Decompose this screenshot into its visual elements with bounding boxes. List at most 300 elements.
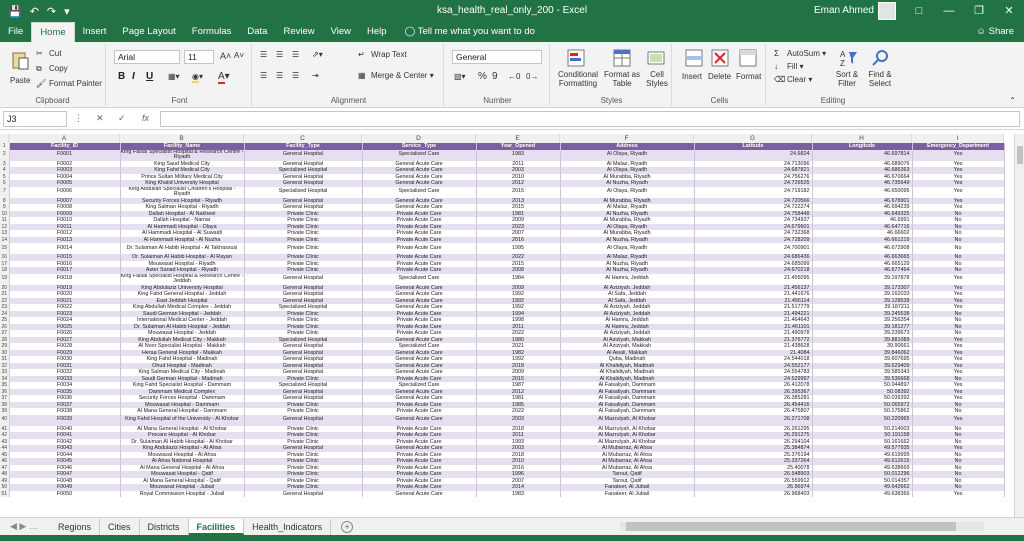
cell[interactable]: 2008 [476, 267, 560, 274]
add-sheet-icon[interactable]: + [341, 521, 353, 533]
cell[interactable]: Private Acute Care [362, 432, 476, 439]
row-number[interactable]: 44 [1, 445, 8, 451]
cell[interactable]: F0046 [9, 465, 120, 472]
cell[interactable]: Al Hammadi Hospital - Al Suwaidi [120, 230, 244, 237]
cell[interactable]: Al Murabba, Riyadh [560, 198, 694, 205]
cell[interactable]: Procare Hospital - Al Khobar [120, 432, 244, 439]
cell[interactable]: No [912, 217, 1004, 224]
cell[interactable]: 46.678901 [812, 198, 912, 205]
cell[interactable]: 24.722274 [694, 204, 812, 211]
cell[interactable]: No [912, 317, 1004, 324]
cell[interactable]: F0015 [9, 254, 120, 261]
row-number[interactable]: 47 [1, 464, 8, 471]
cell[interactable]: Al Hamra, Jeddah [560, 324, 694, 331]
cell[interactable]: Yes [912, 274, 1004, 285]
tell-me-search[interactable]: ◯ Tell me what you want to do [404, 26, 535, 37]
cell[interactable]: Private Clinic [244, 317, 362, 324]
row-number[interactable]: 20 [1, 284, 8, 291]
cell[interactable]: King Fahd General Hospital - Jeddah [120, 291, 244, 298]
cell[interactable]: 2015 [476, 204, 560, 211]
cell[interactable]: General Hospital [244, 491, 362, 498]
cell[interactable]: Yes [912, 356, 1004, 363]
cell[interactable]: 24.544018 [694, 356, 812, 363]
cell[interactable]: 26.454416 [694, 402, 812, 409]
cell[interactable]: Private Clinic [244, 311, 362, 318]
cell[interactable]: General Acute Care [362, 161, 476, 168]
cell[interactable]: 46.650095 [812, 187, 912, 198]
cell[interactable]: 24.554783 [694, 369, 812, 376]
row-number[interactable]: 9 [0, 204, 9, 211]
autosum-button[interactable]: Σ AutoSum ▾ [774, 49, 827, 59]
cell[interactable]: F0013 [9, 237, 120, 244]
cell[interactable]: Dr. Sulaiman Al Habib Hospital - Al Takhassusi [120, 243, 244, 254]
cell[interactable]: F0035 [9, 389, 120, 396]
cell[interactable]: Al Aziziyah, Jeddah [560, 304, 694, 311]
cell[interactable]: F0009 [9, 211, 120, 218]
cell[interactable]: Mouwasat Hospital - Al Ahsa [120, 452, 244, 459]
table-row[interactable] [0, 150, 1004, 161]
cell[interactable]: Saudi German Hospital - Jeddah [120, 311, 244, 318]
cell[interactable]: 25.384874 [694, 445, 812, 452]
cell[interactable]: Al Mubarraz, Al Ahsa [560, 465, 694, 472]
cell[interactable]: 2011 [476, 161, 560, 168]
tab-view[interactable]: View [330, 26, 352, 37]
cell[interactable]: No [912, 330, 1004, 337]
cell[interactable]: 25.376194 [694, 452, 812, 459]
row-number[interactable]: 28 [1, 336, 8, 343]
cell[interactable]: General Acute Care [362, 415, 476, 426]
column-title-cell[interactable]: Facility_Name [120, 143, 244, 150]
sheet-tab-facilities[interactable]: Facilities [189, 519, 245, 535]
cell[interactable]: King Faisal Specialist Hospital & Research Centre - Jeddah [120, 273, 244, 284]
cell[interactable]: 26.412078 [694, 382, 812, 389]
cell[interactable]: F0036 [9, 395, 120, 402]
cell[interactable]: Dallah Hospital - Namar [120, 217, 244, 224]
cell[interactable]: Al Olaya, Riyadh [560, 167, 694, 174]
cell[interactable]: F0017 [9, 267, 120, 274]
cell[interactable]: General Acute Care [362, 285, 476, 292]
shrink-font-button[interactable]: A˅ [234, 51, 245, 60]
cell[interactable]: No [912, 237, 1004, 244]
cell[interactable]: 21.456137 [694, 285, 812, 292]
cell[interactable]: Private Acute Care [362, 230, 476, 237]
column-title-cell[interactable]: Latitude [694, 143, 812, 150]
cell[interactable]: Al Mubarraz, Al Ahsa [560, 458, 694, 465]
cell[interactable]: King Saud Medical City [120, 161, 244, 168]
column-header[interactable]: I [912, 134, 1004, 143]
table-row[interactable] [0, 415, 1004, 426]
cell[interactable]: Yes [912, 382, 1004, 389]
cell[interactable]: 46.686363 [812, 167, 912, 174]
percent-button[interactable]: % [478, 71, 487, 82]
cell[interactable]: Al Nuzha, Riyadh [560, 267, 694, 274]
table-row[interactable] [0, 243, 1004, 254]
cell[interactable]: Yes [912, 415, 1004, 426]
font-size-dropdown[interactable]: 11 [184, 50, 214, 64]
cell[interactable]: 2003 [476, 415, 560, 426]
cell[interactable]: 1985 [476, 402, 560, 409]
merge-center-button[interactable]: ▦ Merge & Center ▾ [358, 71, 434, 81]
cell[interactable]: King Fahd Hospital of the University - Al Khobar [120, 415, 244, 426]
cell[interactable]: Mouwasat Hospital - Jeddah [120, 330, 244, 337]
cell[interactable]: Dr. Sulaiman Al Habib Hospital - Al Rayan [120, 254, 244, 261]
cell[interactable]: F0050 [9, 491, 120, 498]
cell[interactable]: Specialized Care [362, 343, 476, 350]
row-number[interactable]: 2 [0, 150, 9, 161]
cell[interactable]: 2010 [476, 458, 560, 465]
cell[interactable]: Private Clinic [244, 330, 362, 337]
cell[interactable]: 2015 [476, 261, 560, 268]
align-left-icon[interactable]: ☰ [260, 71, 268, 80]
cell[interactable]: F0005 [9, 180, 120, 187]
row-number[interactable]: 34 [1, 375, 8, 382]
cell[interactable]: Private Clinic [244, 408, 362, 415]
cell[interactable]: 39.585343 [812, 369, 912, 376]
cell[interactable]: 39.881089 [812, 337, 912, 344]
cell[interactable]: Al Mubarraz, Al Ahsa [560, 445, 694, 452]
number-format-dropdown[interactable]: General [452, 50, 542, 64]
row-number[interactable]: 35 [1, 382, 8, 388]
cell[interactable]: Dallah Hospital - Al Nakheel [120, 211, 244, 218]
cell[interactable]: 21.490978 [694, 330, 812, 337]
column-title-cell[interactable]: Longitude [812, 143, 912, 150]
cell[interactable]: General Acute Care [362, 491, 476, 498]
cell[interactable]: King Fahd Specialist Hospital - Dammam [120, 382, 244, 389]
comma-button[interactable]: 9 [492, 71, 498, 82]
cell[interactable]: Prince Sultan Military Medical City [120, 174, 244, 181]
cell[interactable]: 21.438628 [694, 343, 812, 350]
cell[interactable]: Al Malaz, Riyadh [560, 254, 694, 261]
cell[interactable]: East Jeddah Hospital [120, 298, 244, 305]
cell[interactable]: Al Awali, Makkah [560, 350, 694, 357]
row-number[interactable]: 30 [1, 349, 8, 356]
cell[interactable]: 50.191158 [812, 432, 912, 439]
row-number[interactable]: 41 [1, 425, 8, 432]
format-painter-button[interactable]: 🖌 Format Painter [36, 79, 102, 89]
minimize-icon[interactable]: — [943, 5, 955, 17]
cell[interactable]: King Abdullah Medical City - Makkah [120, 337, 244, 344]
cell[interactable]: Private Acute Care [362, 311, 476, 318]
cell[interactable]: Tarout, Qatif [560, 471, 694, 478]
cell[interactable]: Ohud Hospital - Madinah [120, 363, 244, 370]
cell[interactable]: No [912, 243, 1004, 254]
cell[interactable]: 1981 [476, 211, 560, 218]
paste-button[interactable]: Paste [10, 76, 31, 85]
cell[interactable]: 25.40078 [694, 465, 812, 472]
cell[interactable]: 24.726525 [694, 180, 812, 187]
cell[interactable]: General Hospital [244, 174, 362, 181]
cell[interactable]: 2012 [476, 389, 560, 396]
cell[interactable]: Heraa General Hospital - Makkah [120, 350, 244, 357]
cell[interactable]: 21.461101 [694, 324, 812, 331]
cell[interactable]: Al Nuzha, Riyadh [560, 211, 694, 218]
row-number[interactable]: 51 [1, 490, 8, 497]
cell[interactable]: 2009 [476, 369, 560, 376]
cell[interactable]: F0020 [9, 291, 120, 298]
cell[interactable]: 2011 [476, 324, 560, 331]
cell[interactable]: Private Clinic [244, 402, 362, 409]
column-header[interactable]: A [9, 134, 120, 143]
horizontal-scrollbar[interactable] [620, 522, 984, 531]
cell[interactable]: Yes [912, 167, 1004, 174]
cell[interactable]: F0011 [9, 224, 120, 231]
cell[interactable]: Specialized Hospital [244, 304, 362, 311]
delete-button[interactable]: Delete [708, 72, 732, 81]
cell[interactable]: 1994 [476, 311, 560, 318]
cell[interactable]: General Acute Care [362, 389, 476, 396]
cell[interactable]: 24.6824 [694, 150, 812, 161]
cell[interactable]: Al Mana General Hospital - Al Khobar [120, 426, 244, 433]
cell[interactable]: Mouwasat Hospital - Riyadh [120, 261, 244, 268]
cell[interactable]: Al Hammadi Hospital - Al Nuzha [120, 237, 244, 244]
cell[interactable]: F0038 [9, 408, 120, 415]
cell[interactable]: Yes [912, 298, 1004, 305]
undo-icon[interactable]: ↶ [29, 5, 39, 18]
cell[interactable]: Yes [912, 174, 1004, 181]
cell[interactable]: 24.713096 [694, 161, 812, 168]
cell[interactable]: General Hospital [244, 363, 362, 370]
cell[interactable]: 39.90661 [812, 343, 912, 350]
cell[interactable]: Al Mazrulyah, Al Khobar [560, 426, 694, 433]
copy-button[interactable]: ⧉ Copy [36, 64, 68, 74]
cell[interactable]: Yes [912, 291, 1004, 298]
tab-insert[interactable]: Insert [82, 26, 107, 37]
cell[interactable]: King Abdulaziz University Hospital [120, 285, 244, 292]
cell[interactable]: Aster Sanad Hospital - Riyadh [120, 267, 244, 274]
cell[interactable]: 46.689076 [812, 161, 912, 168]
cell[interactable]: 1980 [476, 337, 560, 344]
cell[interactable]: Al Ahsa National Hospital [120, 458, 244, 465]
row-number[interactable]: 4 [0, 167, 9, 174]
cell[interactable]: King Salman Medical City - Madinah [120, 369, 244, 376]
tab-page-layout[interactable]: Page Layout [122, 26, 176, 37]
cell[interactable]: 1996 [476, 471, 560, 478]
row-number[interactable]: 42 [1, 432, 8, 438]
cell[interactable]: 24.734937 [694, 217, 812, 224]
cell[interactable]: 49.612615 [812, 458, 912, 465]
align-middle-icon[interactable]: ☰ [276, 50, 284, 59]
cell[interactable]: 39.181277 [812, 324, 912, 331]
align-top-icon[interactable]: ☰ [260, 50, 268, 59]
cell[interactable]: 1992 [476, 304, 560, 311]
cell[interactable]: 2023 [476, 224, 560, 231]
cell[interactable]: Al Faisaliyah, Dammam [560, 408, 694, 415]
cell[interactable]: General Hospital [244, 274, 362, 285]
cell[interactable]: No [912, 465, 1004, 472]
cell[interactable]: 26.96974 [694, 484, 812, 491]
fill-button[interactable]: ↓ Fill ▾ [774, 62, 804, 72]
cell[interactable]: Private Clinic [244, 237, 362, 244]
cell-styles-button[interactable]: Cell Styles [646, 70, 668, 88]
cell[interactable]: Private Acute Care [362, 439, 476, 446]
formula-input[interactable] [160, 111, 1020, 127]
cell[interactable]: 46.661219 [812, 237, 912, 244]
cell[interactable]: Security Forces Hospital - Riyadh [120, 198, 244, 205]
cell[interactable]: Specialized Care [362, 382, 476, 389]
row-number[interactable]: 15 [0, 243, 9, 254]
insert-button[interactable]: Insert [682, 72, 703, 81]
cell[interactable]: Al Safa, Jeddah [560, 291, 694, 298]
close-icon[interactable]: ✕ [1004, 5, 1014, 17]
cell[interactable]: 2011 [476, 432, 560, 439]
cell[interactable]: King Salman Hospital - Riyadh [120, 204, 244, 211]
cell[interactable]: F0031 [9, 363, 120, 370]
cell[interactable]: Yes [912, 304, 1004, 311]
cell[interactable]: 26.261295 [694, 426, 812, 433]
decrease-decimal-icon[interactable]: 0→ [526, 72, 539, 81]
cell[interactable]: 2009 [476, 217, 560, 224]
cell[interactable]: 2015 [476, 376, 560, 383]
row-number[interactable]: 45 [1, 451, 8, 458]
cell[interactable]: 26.548903 [694, 471, 812, 478]
cancel-icon[interactable]: ✕ [96, 113, 104, 123]
row-number[interactable]: 11 [0, 217, 9, 224]
cell[interactable]: Al Malaz, Riyadh [560, 161, 694, 168]
cell[interactable]: General Hospital [244, 291, 362, 298]
cell[interactable]: Private Acute Care [362, 261, 476, 268]
cell[interactable]: Yes [912, 150, 1004, 161]
cell[interactable]: 39.256354 [812, 317, 912, 324]
cell[interactable]: Al Mubarraz, Al Ahsa [560, 452, 694, 459]
cell[interactable]: 2014 [476, 484, 560, 491]
cell[interactable]: 49.638669 [812, 465, 912, 472]
cell[interactable]: 24.700901 [694, 243, 812, 254]
tab-file[interactable]: File [8, 26, 24, 37]
table-row[interactable] [0, 187, 1004, 198]
cell[interactable]: 24.756276 [694, 174, 812, 181]
cell[interactable]: 49.619995 [812, 452, 912, 459]
cell[interactable]: Al Aziziyah, Jeddah [560, 311, 694, 318]
cell[interactable]: 2022 [476, 408, 560, 415]
cell[interactable]: 2018 [476, 426, 560, 433]
cell[interactable]: 50.220965 [812, 415, 912, 426]
cell[interactable]: F0041 [9, 432, 120, 439]
cell[interactable]: Mouwasat Hospital - Jubail [120, 484, 244, 491]
cell[interactable]: F0049 [9, 484, 120, 491]
cell[interactable]: 46.677464 [812, 267, 912, 274]
row-number[interactable]: 29 [1, 343, 8, 349]
column-header[interactable]: G [694, 134, 812, 143]
cell[interactable]: General Hospital [244, 356, 362, 363]
row-number[interactable]: 46 [1, 458, 8, 464]
cell[interactable]: Yes [912, 343, 1004, 350]
cell[interactable]: F0002 [9, 161, 120, 168]
cell[interactable]: Private Clinic [244, 243, 362, 254]
tab-home[interactable]: Home [31, 22, 74, 42]
paste-icon[interactable] [10, 50, 30, 70]
column-title-cell[interactable]: Facility_ID [9, 143, 120, 150]
cell[interactable]: 26.395367 [694, 389, 812, 396]
cell[interactable]: Yes [912, 285, 1004, 292]
row-number[interactable]: 43 [1, 438, 8, 445]
cell[interactable]: 1983 [476, 491, 560, 498]
row-number[interactable]: 19 [0, 274, 9, 285]
cell[interactable]: F0043 [9, 445, 120, 452]
cell[interactable]: 2003 [476, 445, 560, 452]
table-row[interactable] [0, 274, 1004, 285]
cell[interactable]: Al Mazrulyah, Al Khobar [560, 415, 694, 426]
column-header[interactable]: B [120, 134, 244, 143]
cell[interactable]: F0030 [9, 356, 120, 363]
cell[interactable]: F0022 [9, 304, 120, 311]
cell[interactable]: F0040 [9, 426, 120, 433]
cell[interactable]: 46.735649 [812, 180, 912, 187]
cell[interactable]: F0016 [9, 261, 120, 268]
cell[interactable]: Private Clinic [244, 376, 362, 383]
cell[interactable]: Al Olaya, Riyadh [560, 224, 694, 231]
row-number[interactable]: 23 [1, 304, 8, 310]
cell[interactable]: Private Acute Care [362, 217, 476, 224]
cell[interactable]: King Fahd Medical City [120, 167, 244, 174]
cell[interactable]: Private Clinic [244, 224, 362, 231]
cell[interactable]: Dr. Sulaiman Al Habib Hospital - Jeddah [120, 324, 244, 331]
save-icon[interactable]: 💾 [8, 5, 22, 18]
column-header[interactable]: E [476, 134, 560, 143]
italic-button[interactable]: I [132, 71, 135, 82]
row-number[interactable]: 16 [1, 254, 8, 260]
cell[interactable]: General Hospital [244, 350, 362, 357]
cell[interactable]: Private Clinic [244, 261, 362, 268]
row-number[interactable]: 24 [1, 310, 8, 317]
row-number[interactable]: 31 [1, 356, 8, 362]
sheet-tab-districts[interactable]: Districts [140, 519, 189, 535]
cell[interactable]: Private Clinic [244, 254, 362, 261]
cell[interactable]: Al Nuzha, Riyadh [560, 180, 694, 187]
cell[interactable]: General Acute Care [362, 198, 476, 205]
indent-icon[interactable]: ⇥ [312, 71, 319, 80]
cell[interactable]: F0007 [9, 198, 120, 205]
cell[interactable]: Specialized Care [362, 150, 476, 161]
cell[interactable]: 26.559912 [694, 478, 812, 485]
cell[interactable]: Al Aziziyah, Makkah [560, 337, 694, 344]
cell[interactable]: 50.014357 [812, 478, 912, 485]
cell[interactable]: Al Murabba, Riyadh [560, 217, 694, 224]
cell[interactable]: F0029 [9, 350, 120, 357]
cell[interactable]: Al Olaya, Riyadh [560, 150, 694, 161]
cell[interactable]: General Acute Care [362, 174, 476, 181]
cell[interactable]: Al Khalidiyah, Madinah [560, 376, 694, 383]
cell[interactable]: 21.517779 [694, 304, 812, 311]
data-table[interactable] [0, 143, 1005, 497]
cell[interactable]: 2021 [476, 343, 560, 350]
cell[interactable]: 2013 [476, 198, 560, 205]
redo-icon[interactable]: ↷ [46, 5, 57, 18]
row-number[interactable]: 6 [0, 180, 9, 187]
cell[interactable]: F0045 [9, 458, 120, 465]
cell[interactable]: 2015 [476, 187, 560, 198]
cell[interactable]: Yes [912, 350, 1004, 357]
cell[interactable]: F0024 [9, 317, 120, 324]
cell[interactable]: Mouwasat Hospital - Qatif [120, 471, 244, 478]
cell[interactable]: F0019 [9, 285, 120, 292]
table-row[interactable] [0, 491, 1004, 498]
cell[interactable]: No [912, 458, 1004, 465]
cell[interactable]: Fanateer, Al Jubail [560, 491, 694, 498]
bold-button[interactable]: B [118, 71, 126, 82]
cell[interactable]: 24.685099 [694, 261, 812, 268]
cell[interactable]: Private Acute Care [362, 478, 476, 485]
align-center-icon[interactable]: ☰ [276, 71, 284, 80]
cell[interactable]: F0006 [9, 187, 120, 198]
cell[interactable]: General Hospital [244, 198, 362, 205]
cell[interactable]: 1982 [476, 350, 560, 357]
sheet-tab-cities[interactable]: Cities [100, 519, 140, 535]
cell[interactable]: 24.686436 [694, 254, 812, 261]
vertical-scrollbar[interactable] [1014, 134, 1024, 517]
sort-filter-button[interactable]: Sort & Filter [835, 70, 859, 88]
cell[interactable]: 2003 [476, 167, 560, 174]
cell[interactable]: Yes [912, 161, 1004, 168]
